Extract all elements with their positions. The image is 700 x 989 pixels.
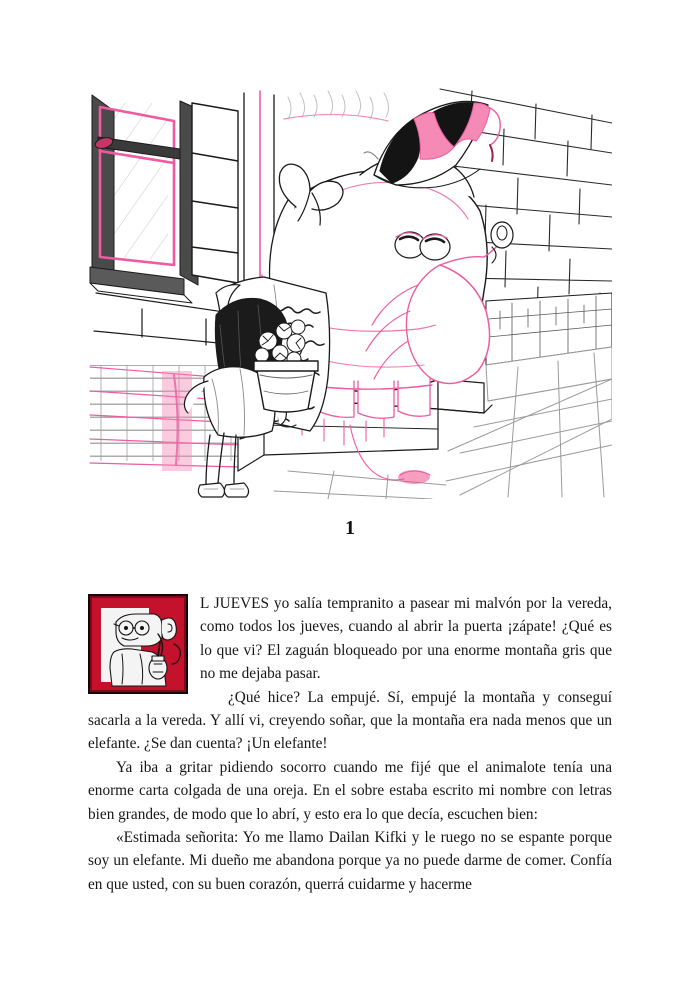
party-hat <box>364 101 500 187</box>
paragraph-2: ¿Qué hice? La empujé. Sí, empujé la montaña y conseguí sacarla a la vereda. Y allí vi, creyendo soñar, que la montaña era nada menos que un elefante. ¿Se dan cuenta? ¡Un elefante! <box>88 688 612 753</box>
chapter-1-illustration <box>88 79 612 499</box>
paragraph-4: «Estimada señorita: Yo me llamo Dailan Kifki y le ruego no se espante porque soy un elefante. Mi dueño me abandona porque ya no puede darme de comer. Confía en que usted, con su buen corazón, querrá cuidarme y hacerme <box>88 829 612 893</box>
pink-drips <box>302 415 404 480</box>
chapter-body-text <box>88 592 612 896</box>
chapter-number: 1 <box>345 517 355 539</box>
paragraph-3: Ya iba a gritar pidiendo socorro cuando me fijé que el animalote tenía una enorme carta colgada de una oreja. En el sobre estaba escrito mi nombre con letras bien grandes, de modo que lo abrí, y esto era lo que decía, escuchen bien: <box>88 758 612 823</box>
drop-cap-initial <box>88 594 188 694</box>
background-foliage <box>284 91 389 121</box>
paragraph-1: L JUEVES yo salía tempranito a pasear mi malvón por la vereda, como todos los jueves, cuando al abrir la puerta ¡zápate! ¿Qué es lo que vi? El zaguán bloqueado por una enorme montaña gris que no me dejaba pasar. <box>200 595 612 683</box>
drop-cap-artwork <box>88 594 188 694</box>
illustration-drawing <box>88 79 612 499</box>
